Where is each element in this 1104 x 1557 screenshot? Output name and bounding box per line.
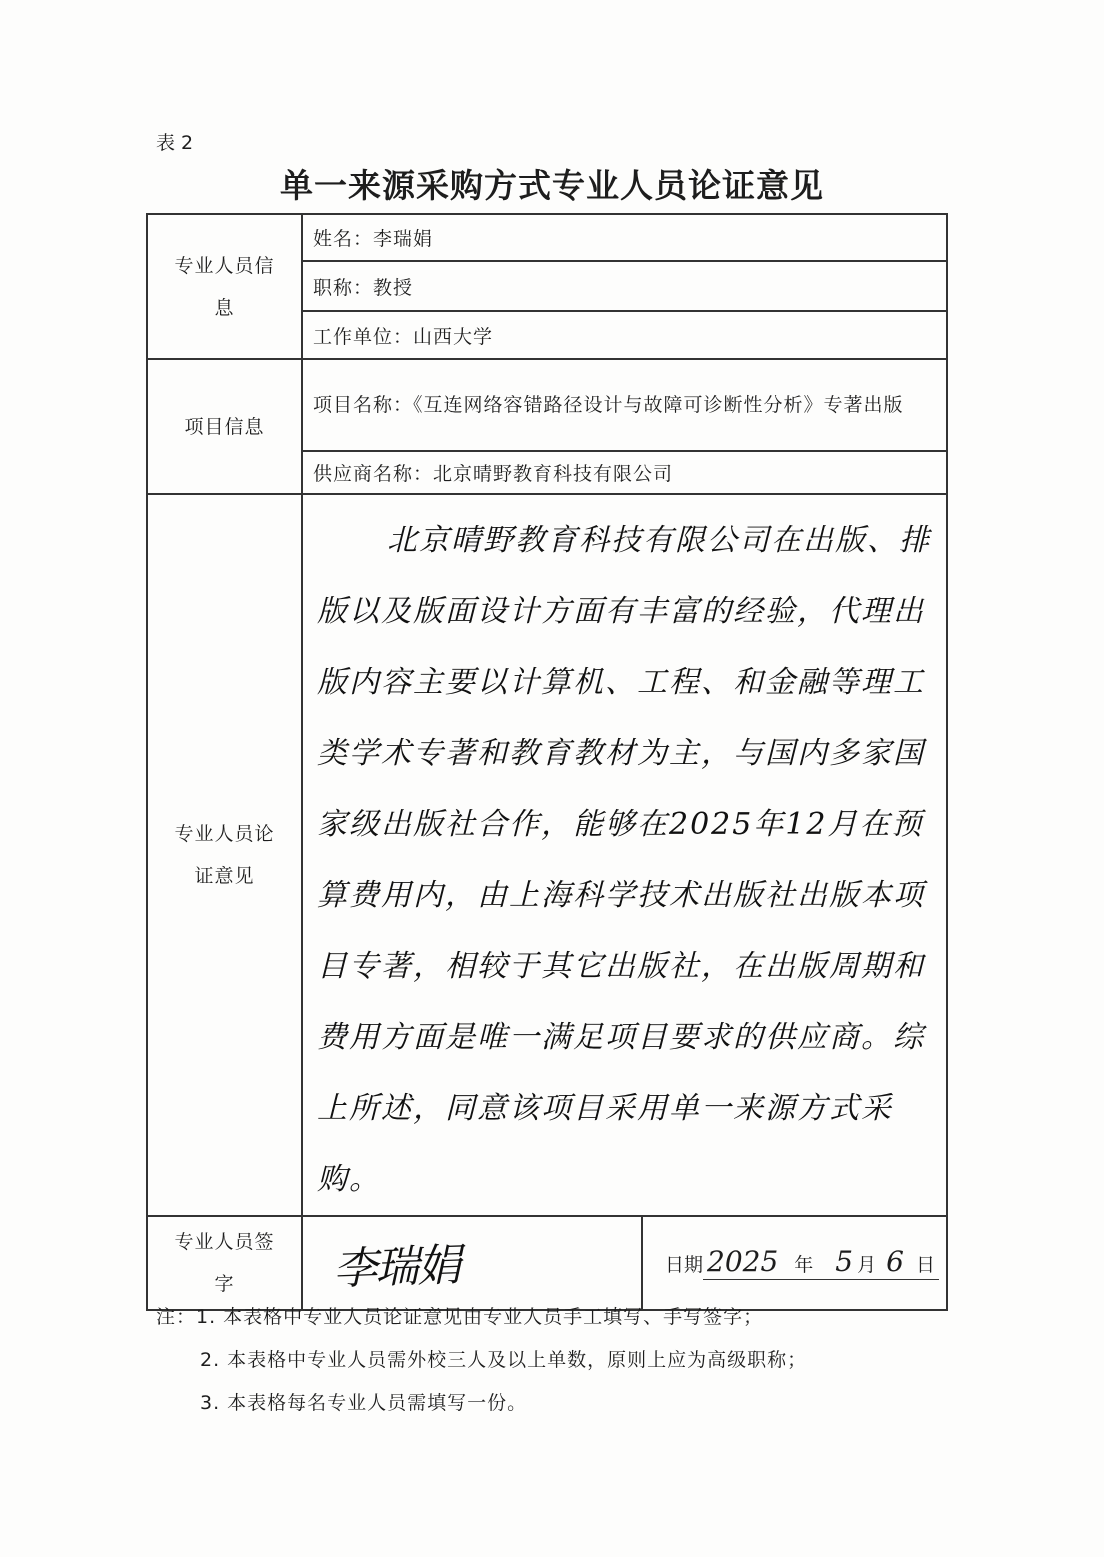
opinion-label: 专业人员论证意见 [147,494,302,1216]
opinion-cell [302,494,947,1216]
note-3: 3. 本表格每名专业人员需填写一份。 [200,1392,528,1414]
page-title: 单一来源采购方式专业人员论证意见 [280,166,824,205]
expert-name-field: 姓名：李瑞娟 [302,214,947,261]
month-unit: 月 [857,1253,877,1276]
date-day: 6 [886,1244,904,1278]
note-2: 2. 本表格中专业人员需外校三人及以上单数，原则上应为高级职称； [200,1349,808,1371]
date-label: 日期 [665,1253,704,1276]
date-month: 5 [835,1244,854,1278]
date-underline [703,1244,939,1280]
project-name-field: 项目名称：《互连网络容错路径设计与故障可诊断性分析》专著出版 [302,359,947,451]
date-year: 2025 [707,1244,779,1278]
expert-info-label: 专业人员信息 [147,214,302,359]
note-1: 注：1. 本表格中专业人员论证意见由专业人员手工填写、手写签字； [156,1306,764,1328]
argument-form-table [146,213,948,1311]
year-unit: 年 [794,1253,814,1276]
handwritten-opinion: 北京晴野教育科技有限公司在出版、排版以及版面设计方面有丰富的经验，代理出版内容主要以计算机、工程、和金融等理工类学术专著和教育教材为主，与国内多家国家级出版社合作，能够在2025年12月在预算费用内，由上海科学技术出版社出版本项目专著，相较于其它出版社，在出版周期和费用方面是唯一满足项目要求的供应商。综上所述，同意该项目采用单一来源方式采购。 [317,523,931,1197]
project-info-label: 项目信息 [147,359,302,494]
expert-title-field: 职称：教授 [302,261,947,311]
table-number: 表 2 [156,132,194,154]
supplier-name-field: 供应商名称：北京晴野教育科技有限公司 [302,451,947,494]
day-unit: 日 [915,1253,935,1276]
handwritten-signature: 李瑞娟 [332,1239,461,1296]
footnotes [156,1296,807,1425]
date-field [643,1244,946,1280]
signature-label: 专业人员签字 [147,1216,302,1310]
expert-unit-field: 工作单位：山西大学 [302,311,947,359]
